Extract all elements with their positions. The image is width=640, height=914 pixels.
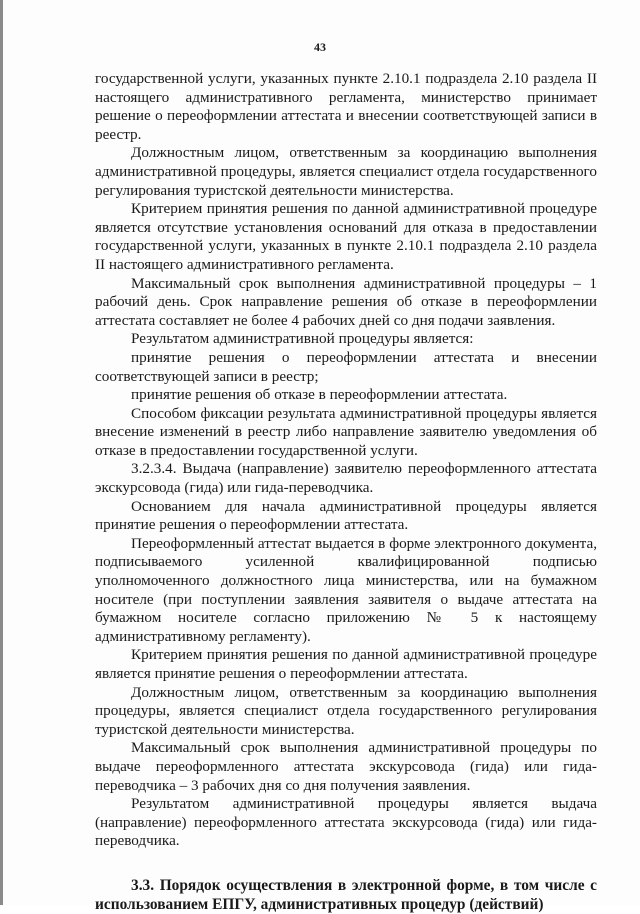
paragraph: Критерием принятия решения по данной административной процедуре является принятие решения о переоформлении аттестата. (95, 646, 597, 682)
paragraph: Переоформленный аттестат выдается в форме электронного документа, подписываемого усиленной квалифицированной подписью уполномоченного должностного лица министерства, или на бумажном носителе (при поступлении заявления заявителя о выдаче аттестата на бумажном носителе согласно приложению № 5 к настоящему административному регламенту). (95, 534, 597, 645)
paragraph: Должностным лицом, ответственным за координацию выполнения административной процедуры, является специалист отдела государственного регулирования туристской деятельности министерства. (95, 144, 597, 199)
paragraph: принятие решения об отказе в переоформлении аттестата. (131, 386, 508, 404)
paragraph: Результатом административной процедуры является: (131, 330, 474, 348)
paragraph: Должностным лицом, ответственным за координацию выполнения процедуры, является специалист отдела государственного регулирования туристской деятельности министерства. (95, 683, 597, 738)
paragraph: принятие решения о переоформлении аттестата и внесении соответствующей записи в реестр; (95, 348, 597, 385)
section-heading: 3.3. Порядок осуществления в электронной форме, в том числе с использованием ЕПГУ, административных процедур (действий) (95, 876, 597, 913)
paragraph: Способом фиксации результата административной процедуры является внесение изменений в реестр либо направление заявителю уведомления об отказе в предоставлении государственной услуги. (95, 404, 597, 459)
paragraph: государственной услуги, указанных пункте 2.10.1 подраздела 2.10 раздела II настоящего административного регламента, министерство принимает решение о переоформлении аттестата и внесении соответствующей записи в реестр. (95, 70, 597, 143)
paragraph: Результатом административной процедуры является выдача (направление) переоформленного аттестата экскурсовода (гида) или гида-переводчика. (95, 795, 597, 850)
paragraph: Критерием принятия решения по данной административной процедуре является отсутствие установления оснований для отказа в предоставлении государственной услуги, указанных в пункте 2.10.1 подраздела 2.10 раздела II настоящего административного регламента. (95, 200, 597, 273)
paragraph: Максимальный срок выполнения административной процедуры – 1 рабочий день. Срок направление решения об отказе в переоформлении аттестата составляет не более 4 рабочих дней со дня подачи заявления. (95, 274, 597, 329)
paragraph: 3.2.3.4. Выдача (направление) заявителю переоформленного аттестата экскурсовода (гида) или гида-переводчика. (95, 460, 597, 497)
paragraph: Основанием для начала административной процедуры является принятие решения о переоформлении аттестата. (95, 497, 597, 534)
document-body (95, 70, 597, 914)
scan-left-edge (0, 0, 3, 905)
page-number: 43 (314, 40, 326, 54)
paragraph: Максимальный срок выполнения административной процедуры по выдаче переоформленного аттестата экскурсовода (гида) или гида-переводчика – 3 рабочих дня со дня получения заявления. (95, 739, 597, 794)
